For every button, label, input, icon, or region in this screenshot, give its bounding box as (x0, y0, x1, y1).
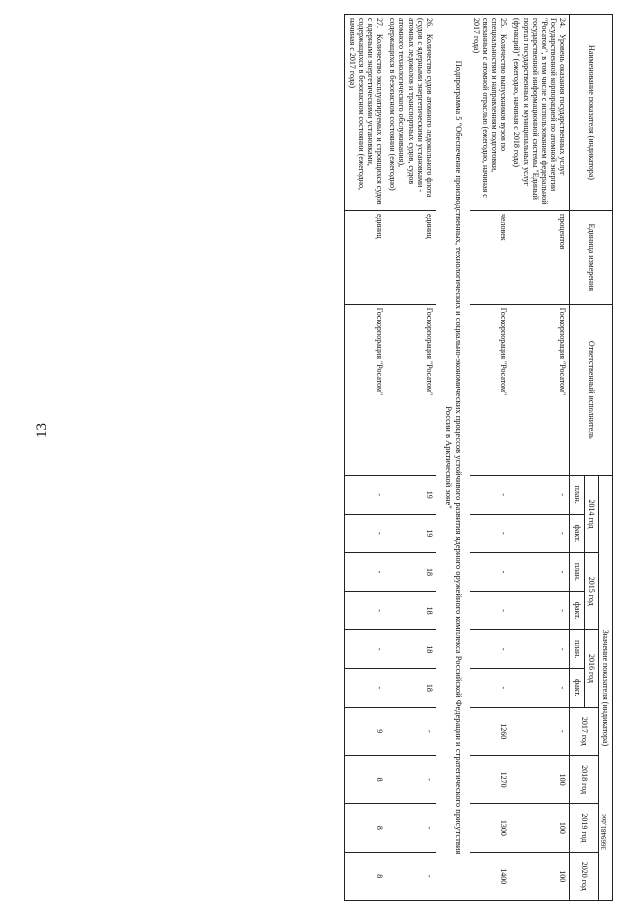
value-cell: - (510, 707, 570, 755)
page-number: 13 (34, 423, 50, 438)
fact-header: факт. (570, 669, 584, 708)
value-cell: 18 (386, 591, 436, 630)
executor-cell: Госкорпорация "Росатом" (345, 304, 386, 475)
value-cell: 100 (510, 755, 570, 803)
table-row (470, 15, 511, 901)
value-cell: - (510, 553, 570, 592)
row-number: 27. (375, 18, 385, 28)
value-cell: - (510, 591, 570, 630)
unit-cell: человек (470, 210, 511, 304)
year-2015-header: 2015 год (584, 553, 598, 630)
value-cell: - (470, 669, 511, 708)
value-cell: 18 (386, 669, 436, 708)
year-2016-header: 2016 год (584, 630, 598, 707)
year-2018-header: 2018 год (570, 755, 598, 803)
value-cell: - (470, 514, 511, 553)
year-2014-header: 2014 год (584, 475, 598, 552)
value-cell: - (470, 553, 511, 592)
plan-header: план. (570, 475, 584, 514)
value-cell: 1300 (470, 804, 511, 852)
value-cell: - (386, 852, 436, 900)
row-number: 25. (499, 18, 509, 28)
plan-header: план. (570, 630, 584, 669)
value-cell: - (510, 630, 570, 669)
executor-cell: Госкорпорация "Росатом" (470, 304, 511, 475)
value-cell: - (510, 475, 570, 514)
col-value-header: Значение показателя (индикатора) (598, 475, 612, 900)
indicator-name-cell (345, 15, 386, 211)
value-cell: - (345, 475, 386, 514)
table-row (386, 15, 436, 901)
document-id: 3669481.doc (600, 813, 608, 850)
row-number: 26. (425, 18, 435, 28)
table-row (345, 15, 386, 901)
value-cell: - (470, 591, 511, 630)
value-cell: 1400 (470, 852, 511, 900)
value-cell: 8 (345, 804, 386, 852)
indicator-name-cell (510, 15, 570, 211)
year-2019-header: 2019 год (570, 804, 598, 852)
value-cell: - (386, 755, 436, 803)
indicator-name-cell (470, 15, 511, 211)
col-executor-header: Ответственный исполнитель (570, 304, 613, 475)
plan-header: план. (570, 553, 584, 592)
value-cell: 19 (386, 475, 436, 514)
unit-cell: единиц (386, 210, 436, 304)
fact-header: факт. (570, 591, 584, 630)
value-cell: - (345, 591, 386, 630)
executor-cell: Госкорпорация "Росатом" (386, 304, 436, 475)
col-name-header: Наименование показателя (индикатора) (570, 15, 613, 211)
value-cell: - (470, 630, 511, 669)
value-cell: - (510, 669, 570, 708)
value-cell: - (386, 707, 436, 755)
indicator-table (344, 14, 613, 901)
year-2020-header: 2020 год (570, 852, 598, 900)
indicator-name: Количество эксплуатируемых и строящихся судов с ядерными энергетическими установками, содержащихся в безопасном состоянии (ежегодно, начиная с 2017 года) (347, 18, 385, 205)
row-number: 24. (558, 18, 568, 28)
value-cell: - (386, 804, 436, 852)
value-cell: 18 (386, 630, 436, 669)
table-row (510, 15, 570, 901)
indicator-name: Количество выпускников вузов по специальностям и направлениям подготовки, связанным с атомной отраслью (ежегодно, начиная с 2017 года) (471, 18, 509, 198)
value-cell: 100 (510, 852, 570, 900)
executor-cell: Госкорпорация "Росатом" (510, 304, 570, 475)
subprogram-title: Подпрограмма 5 "Обеспечение производственных, технологических и социально-экономических процессов устойчивого развития ядерного оружейного комплекса Российской Федерации и стратегического присутствия России в Арктической зоне" (436, 15, 470, 901)
subprogram-row (436, 15, 470, 901)
indicator-name-cell (386, 15, 436, 211)
value-cell: - (345, 630, 386, 669)
value-cell: 19 (386, 514, 436, 553)
value-cell: 1260 (470, 707, 511, 755)
unit-cell: процентов (510, 210, 570, 304)
value-cell: - (345, 514, 386, 553)
value-cell: 9 (345, 707, 386, 755)
unit-cell: единиц (345, 210, 386, 304)
indicator-name: Уровень оказания государственных услуг Государственной корпорацией по атомной энергии "Росатом", в том числе с использованием федеральной государственной информационной системы "Единый портал государственных и муниципальных услуг (функций)" (ежегодно, начиная с 2018 года) (512, 18, 568, 205)
value-cell: 8 (345, 852, 386, 900)
value-cell: 8 (345, 755, 386, 803)
value-cell: 1270 (470, 755, 511, 803)
indicator-name: Количество судов атомного ледокольного флота (судов с ядерными энергетическими установками - атомных ледоколов и транспортных судов, судов атомного технологического обслуживания), содержащихся в безопасном состоянии (ежегодно) (388, 18, 435, 198)
value-cell: - (470, 475, 511, 514)
value-cell: 100 (510, 804, 570, 852)
value-cell: 18 (386, 553, 436, 592)
col-unit-header: Единица измерения (570, 210, 613, 304)
fact-header: факт. (570, 514, 584, 553)
value-cell: - (345, 669, 386, 708)
rotated-table-area (58, 14, 613, 901)
year-2017-header: 2017 год (570, 707, 598, 755)
value-cell: - (510, 514, 570, 553)
value-cell: - (345, 553, 386, 592)
